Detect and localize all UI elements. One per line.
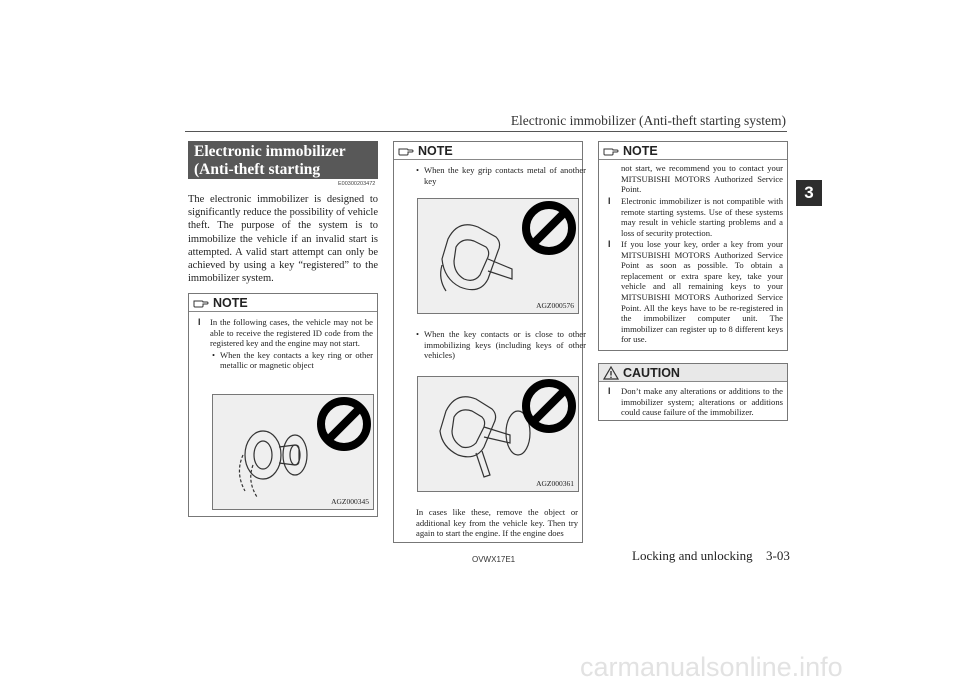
- note2-closing: In cases like these, remove the object or additional key from the vehicle key. Then try again to start the engine. If the engine does: [416, 507, 578, 539]
- page-number: 3-03: [766, 548, 790, 563]
- note1-bullet-text: In the following cases, the vehicle may not be able to receive the registered ID code from the registered key and the engine may not start.: [210, 317, 373, 349]
- watermark: carmanualsonline.info: [580, 652, 843, 682]
- sub-bullet-dot: •: [212, 349, 216, 360]
- footer-section: Locking and unlocking: [632, 548, 753, 563]
- section-title-line1: Electronic immobilizer: [194, 143, 346, 160]
- section-body: The electronic immobilizer is designed to significantly reduce the possibility of vehicle theft. The purpose of the system is to immobilize the vehicle if an invalid start is attempted. A valid start attempt can only be achieved by using a key “registered” to the immobilizer system.: [188, 194, 378, 285]
- running-header: Electronic immobilizer (Anti-theft starting system): [510, 113, 786, 128]
- header-rule: [185, 131, 787, 132]
- other-keys-illustration: [418, 377, 579, 492]
- figure-key-grip-metal: [417, 198, 579, 314]
- figure-code: AGZ000576: [536, 301, 574, 310]
- note3-bullet-1: Electronic immobilizer is not compatible with remote starting systems. Use of these systems may result in vehicle starting problems and a loss of security protection.: [621, 196, 783, 238]
- note-box-1: [188, 293, 378, 517]
- section-code: E00300203472: [338, 181, 376, 187]
- note-hand-icon: [398, 145, 414, 156]
- section-title-line2: (Anti-theft starting system): [194, 161, 321, 196]
- warning-triangle-icon: [603, 366, 619, 380]
- sub-bullet-dot: •: [416, 165, 420, 175]
- note3-bullet-2: If you lose your key, order a key from your MITSUBISHI MOTORS Authorized Service Point as soon as possible. To obtain a replacement or extra spare key, take your vehicle and all remaining keys to your MITSUBISHI MOTORS Authorized Service Point. All the keys have to be re-registered in the immobilizer computer unit. The immobilizer can register up to 8 different keys for use.: [621, 239, 783, 345]
- sub-bullet-dot: •: [416, 329, 420, 339]
- note-hand-icon: [603, 145, 619, 156]
- note-heading-text: NOTE: [418, 143, 453, 158]
- note-hand-icon: [193, 297, 209, 308]
- note-box-3: [598, 141, 788, 351]
- key-grip-illustration: [418, 199, 579, 314]
- note-heading: [394, 142, 582, 160]
- caution-heading-text: CAUTION: [623, 365, 680, 380]
- figure-other-keys: [417, 376, 579, 492]
- figure-key-ring: [212, 394, 374, 510]
- note3-continued: not start, we recommend you to contact your MITSUBISHI MOTORS Authorized Service Point.: [621, 163, 783, 195]
- note2-sub-item-2: When the key contacts or is close to other immobilizing keys (including keys of other vehicles): [424, 329, 586, 361]
- figure-code: AGZ000345: [331, 497, 369, 506]
- bullet-marker: l: [608, 239, 611, 249]
- note-box-2: [393, 141, 586, 543]
- note2-sub-item-1: When the key grip contacts metal of another key: [424, 165, 586, 186]
- bullet-marker: l: [198, 317, 201, 327]
- note-heading-text: NOTE: [213, 295, 248, 310]
- caution-box: [598, 363, 788, 421]
- note-heading: [189, 294, 377, 312]
- chapter-tab: 3: [796, 180, 822, 206]
- key-ring-illustration: [213, 395, 374, 510]
- note-heading: [599, 142, 787, 160]
- caution-bullet: Don’t make any alterations or additions to the immobilizer system; alterations or additions could cause failure of the immobilizer.: [621, 386, 783, 418]
- note-heading-text: NOTE: [623, 143, 658, 158]
- caution-heading: [599, 364, 787, 382]
- figure-code: AGZ000361: [536, 479, 574, 488]
- doc-code: OVWX17E1: [472, 555, 516, 564]
- note1-sub-item: When the key contacts a key ring or other metallic or magnetic object: [220, 349, 373, 371]
- bullet-marker: l: [608, 386, 611, 396]
- bullet-marker: l: [608, 196, 611, 206]
